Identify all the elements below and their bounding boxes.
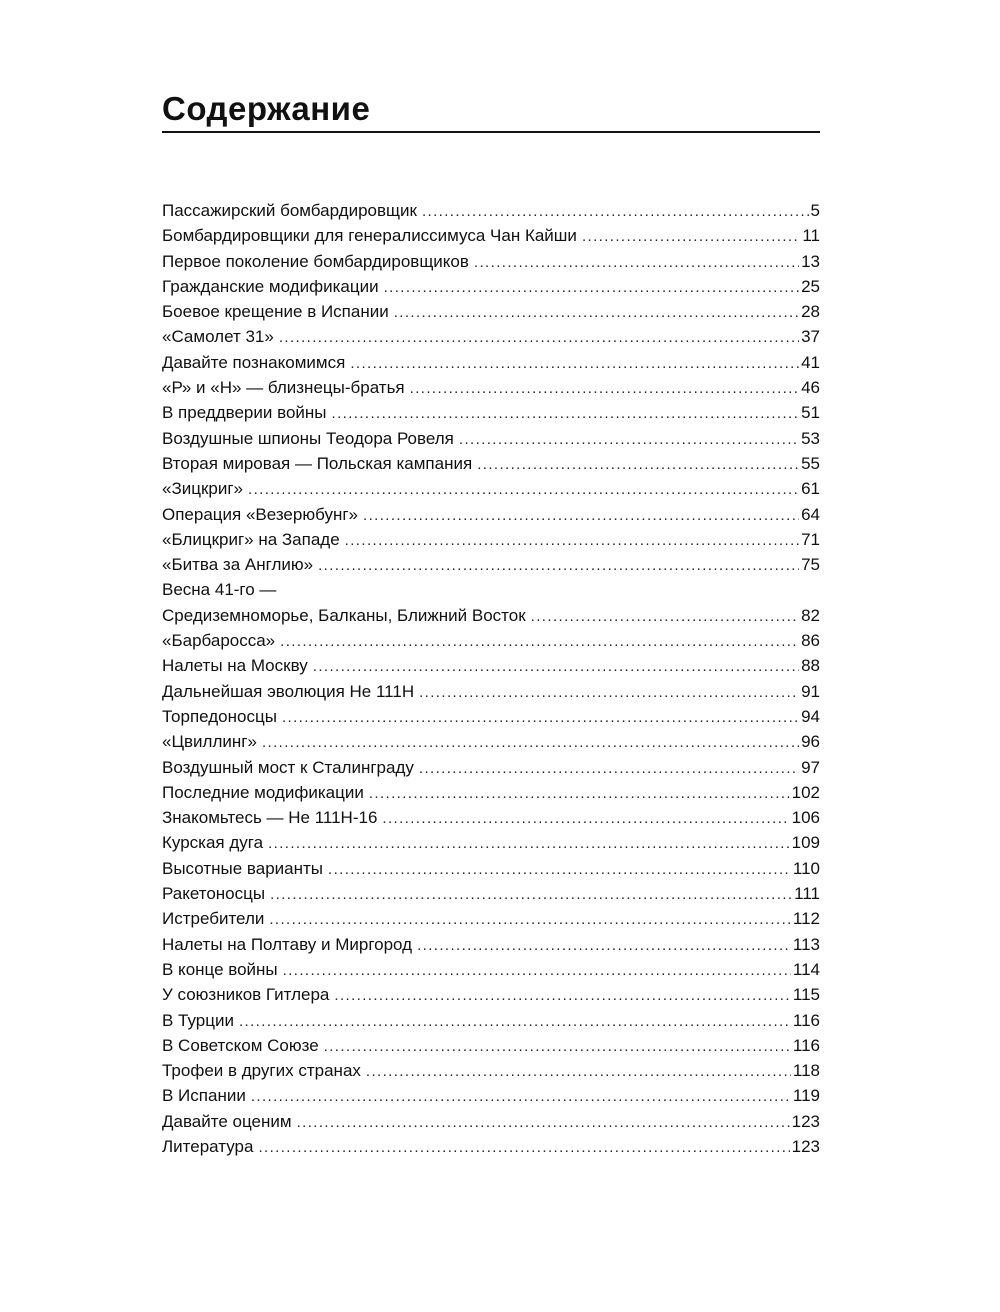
toc-entry[interactable] xyxy=(162,1033,820,1058)
dot-leader xyxy=(283,958,791,983)
toc-entry-page: 118 xyxy=(792,1061,820,1081)
toc-entry-title: Налеты на Москву xyxy=(162,656,308,676)
toc-entry-title: Бомбардировщики для генералиссимуса Чан Кайши xyxy=(162,226,577,246)
toc-entry[interactable] xyxy=(162,299,820,324)
toc-entry-title: Первое поколение бомбардировщиков xyxy=(162,251,469,271)
toc-entry-title: В преддверии войны xyxy=(162,403,327,423)
toc-entry-page: 116 xyxy=(792,1010,820,1030)
toc-entry-page: 5 xyxy=(810,201,820,220)
toc-entry[interactable] xyxy=(162,451,820,476)
toc-entry-title: У союзников Гитлера xyxy=(162,985,330,1005)
toc-entry[interactable] xyxy=(162,502,820,527)
toc-entry-title: В Турции xyxy=(162,1010,234,1030)
dot-leader xyxy=(251,1084,791,1109)
toc-entry[interactable] xyxy=(162,1058,820,1083)
toc-entry[interactable] xyxy=(162,324,820,349)
toc-entry-title: Весна 41-го — xyxy=(162,580,277,600)
toc-entry-title: Операция «Везерюбунг» xyxy=(162,504,358,524)
dot-leader xyxy=(419,680,799,705)
toc-entry[interactable] xyxy=(162,1134,820,1159)
toc-entry-page: 116 xyxy=(792,1035,820,1055)
dot-leader xyxy=(345,528,799,553)
toc-entry[interactable] xyxy=(162,780,820,805)
dot-leader xyxy=(582,224,800,249)
toc-entry[interactable] xyxy=(162,1083,820,1108)
toc-entry-title: «Битва за Англию» xyxy=(162,555,314,575)
toc-entry[interactable] xyxy=(162,729,820,754)
toc-entry[interactable] xyxy=(162,932,820,957)
toc-entry-page: 37 xyxy=(801,327,820,347)
toc-entry-page: 46 xyxy=(801,378,820,398)
toc-entry-title: Боевое крещение в Испании xyxy=(162,302,389,322)
toc-entry-page: 61 xyxy=(801,479,820,499)
toc-entry-title: Торпедоносцы xyxy=(162,706,277,726)
toc-entry-page: 110 xyxy=(792,858,820,878)
toc-entry[interactable] xyxy=(162,223,820,248)
toc-entry[interactable] xyxy=(162,400,820,425)
dot-leader xyxy=(422,199,809,224)
toc-entry[interactable] xyxy=(162,1109,820,1134)
toc-entry-title: Пассажирский бомбардировщик xyxy=(162,201,417,220)
toc-entry-page: 115 xyxy=(792,985,820,1005)
dot-leader xyxy=(531,604,799,629)
toc-entry[interactable] xyxy=(162,881,820,906)
toc-entry-title: Вторая мировая — Польская кампания xyxy=(162,453,473,473)
toc-entry-title: Средиземноморье, Балканы, Ближний Восток xyxy=(162,605,526,625)
toc-entry[interactable] xyxy=(162,856,820,881)
dot-leader xyxy=(239,1009,791,1034)
dot-leader xyxy=(334,983,791,1008)
dot-leader xyxy=(459,427,799,452)
dot-leader xyxy=(262,730,799,755)
toc-entry-page: 123 xyxy=(791,1136,820,1156)
dot-leader xyxy=(384,275,800,300)
page-title: Содержание xyxy=(162,90,371,127)
toc-entry-title: «Блицкриг» на Западе xyxy=(162,529,340,549)
toc-entry-page: 41 xyxy=(801,352,820,372)
toc-entry-title: Истребители xyxy=(162,909,265,929)
toc-entry-page: 102 xyxy=(791,782,820,802)
toc-entry-page: 111 xyxy=(794,884,820,904)
toc-entry-title: Высотные варианты xyxy=(162,858,323,878)
toc-entry-title: Последние модификации xyxy=(162,782,364,802)
toc-entry-page: 109 xyxy=(791,833,820,853)
toc-entry[interactable] xyxy=(162,527,820,552)
toc-entry-title: Знакомьтесь — Не 111Н-16 xyxy=(162,808,378,828)
dot-leader xyxy=(297,1110,790,1135)
toc-entry-page: 106 xyxy=(791,808,820,828)
dot-leader xyxy=(328,857,791,882)
toc-entry-page: 123 xyxy=(791,1111,820,1131)
toc-entry[interactable] xyxy=(162,552,820,577)
toc-entry-page: 112 xyxy=(792,909,820,929)
toc-entry[interactable] xyxy=(162,906,820,931)
toc-entry-page: 25 xyxy=(801,276,820,296)
dot-leader xyxy=(269,907,791,932)
toc-entry-page: 114 xyxy=(792,959,820,979)
dot-leader xyxy=(268,831,790,856)
toc-entry[interactable] xyxy=(162,957,820,982)
toc-entry-page: 11 xyxy=(802,226,820,246)
toc-entry-page: 64 xyxy=(801,504,820,524)
dot-leader xyxy=(419,756,799,781)
toc-entry[interactable] xyxy=(162,653,820,678)
toc-entry-page: 75 xyxy=(801,555,820,575)
toc-entry-page: 82 xyxy=(801,605,820,625)
toc-entry-title: Налеты на Полтаву и Миргород xyxy=(162,934,413,954)
toc-entry-title: «Зицкриг» xyxy=(162,479,243,499)
dot-leader xyxy=(474,250,799,275)
toc-entry-page: 28 xyxy=(801,302,820,322)
toc-entry-title: Курская дуга xyxy=(162,833,264,853)
dot-leader xyxy=(332,401,800,426)
toc-entry[interactable] xyxy=(162,350,820,375)
dot-leader xyxy=(313,654,799,679)
toc-entry[interactable] xyxy=(162,249,820,274)
toc-entry[interactable] xyxy=(162,198,820,223)
toc-entry-page: 91 xyxy=(801,681,820,701)
dot-leader xyxy=(366,1059,791,1084)
toc-entry-page: 71 xyxy=(801,529,820,549)
dot-leader xyxy=(410,376,799,401)
toc-entry-page: 119 xyxy=(792,1086,820,1106)
dot-leader xyxy=(350,351,799,376)
toc-entry-page: 55 xyxy=(801,453,820,473)
toc-entry[interactable] xyxy=(162,1008,820,1033)
toc-entry-page: 88 xyxy=(801,656,820,676)
dot-leader xyxy=(280,629,799,654)
toc-entry xyxy=(162,577,820,602)
toc-entry-page: 13 xyxy=(801,251,820,271)
dot-leader xyxy=(369,781,790,806)
dot-leader xyxy=(270,882,792,907)
dot-leader xyxy=(324,1034,791,1059)
toc-entry[interactable] xyxy=(162,426,820,451)
toc-entry[interactable] xyxy=(162,704,820,729)
title-underline xyxy=(162,131,820,133)
toc-entry-title: Ракетоносцы xyxy=(162,884,266,904)
toc-entry-page: 53 xyxy=(801,428,820,448)
toc-entry-page: 51 xyxy=(801,403,820,423)
toc-entry-title: Гражданские модификации xyxy=(162,276,379,296)
toc-entry[interactable] xyxy=(162,982,820,1007)
toc-entry-title: «Р» и «Н» — близнецы-братья xyxy=(162,378,405,398)
toc-entry-title: Трофеи в других странах xyxy=(162,1061,361,1081)
dot-leader xyxy=(363,503,799,528)
dot-leader xyxy=(279,325,799,350)
toc-entry-title: Дальнейшая эволюция Не 111Н xyxy=(162,681,415,701)
toc-entry-page: 86 xyxy=(801,631,820,651)
toc-entry-title: Давайте познакомимся xyxy=(162,352,346,372)
toc-entry-title: Воздушный мост к Сталинграду xyxy=(162,757,414,777)
toc-entry-page: 97 xyxy=(801,757,820,777)
toc-entry-title: «Цвиллинг» xyxy=(162,732,257,752)
toc-entry-page: 94 xyxy=(801,706,820,726)
toc-entry[interactable] xyxy=(162,755,820,780)
toc-entry[interactable] xyxy=(162,274,820,299)
table-of-contents xyxy=(162,198,820,1159)
toc-entry[interactable] xyxy=(162,375,820,400)
toc-entry-page: 113 xyxy=(792,934,820,954)
toc-entry-title: Литература xyxy=(162,1136,254,1156)
dot-leader xyxy=(282,705,799,730)
toc-entry[interactable] xyxy=(162,830,820,855)
toc-entry[interactable] xyxy=(162,603,820,628)
toc-entry-title: В конце войны xyxy=(162,959,278,979)
toc-entry[interactable] xyxy=(162,476,820,501)
toc-entry[interactable] xyxy=(162,805,820,830)
toc-entry-title: «Самолет 31» xyxy=(162,327,274,347)
dot-leader xyxy=(258,1135,789,1160)
toc-entry-title: Воздушные шпионы Теодора Ровеля xyxy=(162,428,454,448)
dot-leader xyxy=(382,806,789,831)
toc-entry-title: В Испании xyxy=(162,1086,246,1106)
toc-entry-title: В Советском Союзе xyxy=(162,1035,319,1055)
toc-entry[interactable] xyxy=(162,628,820,653)
dot-leader xyxy=(394,300,799,325)
toc-entry-title: «Барбаросса» xyxy=(162,631,276,651)
dot-leader xyxy=(318,553,799,578)
dot-leader xyxy=(248,477,799,502)
dot-leader xyxy=(417,933,791,958)
toc-entry[interactable] xyxy=(162,679,820,704)
toc-entry-title: Давайте оценим xyxy=(162,1111,292,1131)
dot-leader xyxy=(477,452,799,477)
toc-entry-page: 96 xyxy=(801,732,820,752)
